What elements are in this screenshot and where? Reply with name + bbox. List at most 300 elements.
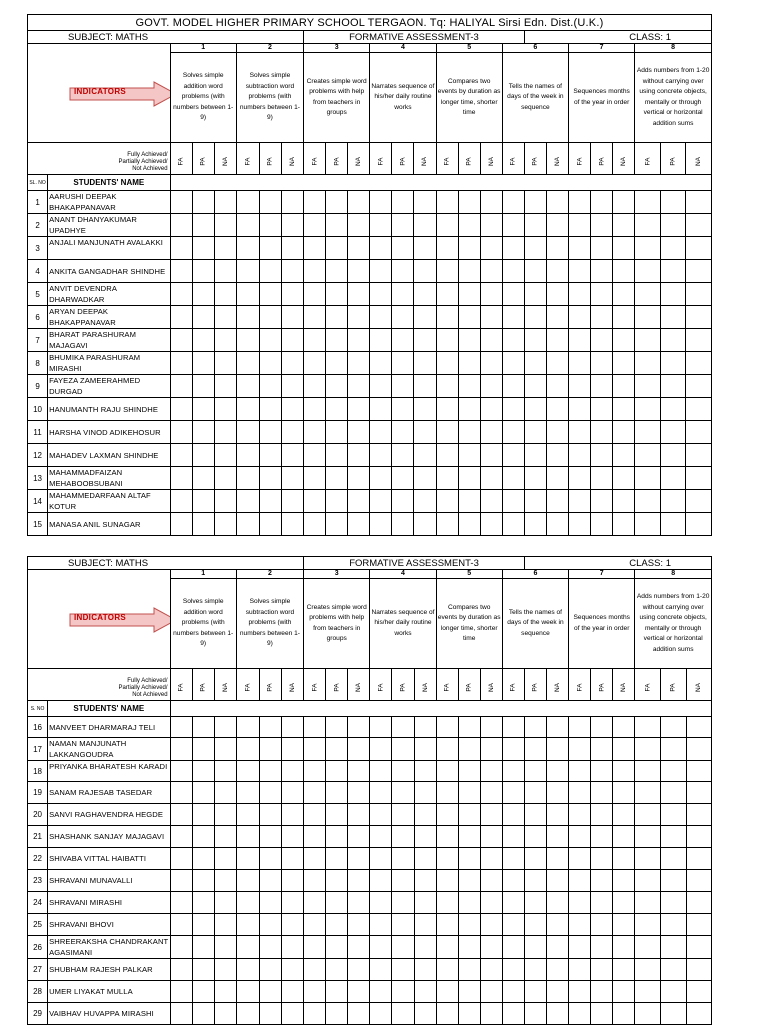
grade-cell[interactable] [546,490,568,513]
grade-cell[interactable] [480,214,502,237]
grade-cell[interactable] [458,329,480,352]
grade-cell[interactable] [661,467,686,490]
grade-cell[interactable] [547,870,569,892]
grade-cell[interactable] [192,936,214,959]
grade-cell[interactable] [480,914,502,936]
grade-cell[interactable] [326,761,348,782]
grade-cell[interactable] [214,870,236,892]
grade-cell[interactable] [591,352,613,375]
grade-cell[interactable] [414,329,436,352]
grade-cell[interactable] [170,306,192,329]
grade-cell[interactable] [546,214,568,237]
grade-cell[interactable] [661,490,686,513]
grade-cell[interactable] [502,513,524,536]
grade-cell[interactable] [236,467,259,490]
grade-cell[interactable] [214,421,236,444]
grade-cell[interactable] [547,826,569,848]
grade-cell[interactable] [436,444,458,467]
grade-cell[interactable] [214,375,236,398]
grade-cell[interactable] [236,214,259,237]
grade-cell[interactable] [546,467,568,490]
grade-cell[interactable] [392,717,414,738]
grade-cell[interactable] [591,892,613,914]
grade-cell[interactable] [569,761,591,782]
grade-cell[interactable] [591,826,613,848]
grade-cell[interactable] [236,329,259,352]
grade-cell[interactable] [480,761,502,782]
grade-cell[interactable] [436,892,458,914]
grade-cell[interactable] [458,826,480,848]
grade-cell[interactable] [348,260,370,283]
grade-cell[interactable] [192,375,214,398]
grade-cell[interactable] [281,981,303,1003]
grade-cell[interactable] [281,306,303,329]
grade-cell[interactable] [661,513,686,536]
grade-cell[interactable] [524,191,546,214]
grade-cell[interactable] [259,914,281,936]
grade-cell[interactable] [392,826,414,848]
grade-cell[interactable] [591,761,613,782]
grade-cell[interactable] [613,329,635,352]
grade-cell[interactable] [569,444,591,467]
grade-cell[interactable] [502,914,524,936]
grade-cell[interactable] [502,738,524,761]
grade-cell[interactable] [661,1003,686,1025]
grade-cell[interactable] [613,870,635,892]
grade-cell[interactable] [480,237,502,260]
grade-cell[interactable] [547,981,569,1003]
grade-cell[interactable] [686,421,712,444]
grade-cell[interactable] [661,782,686,804]
grade-cell[interactable] [569,936,591,959]
grade-cell[interactable] [414,761,436,782]
grade-cell[interactable] [414,826,436,848]
grade-cell[interactable] [458,260,480,283]
grade-cell[interactable] [304,398,326,421]
grade-cell[interactable] [686,490,712,513]
grade-cell[interactable] [547,936,569,959]
grade-cell[interactable] [686,914,711,936]
grade-cell[interactable] [480,329,502,352]
grade-cell[interactable] [370,352,392,375]
grade-cell[interactable] [458,959,480,981]
grade-cell[interactable] [214,782,236,804]
grade-cell[interactable] [370,761,392,782]
grade-cell[interactable] [281,444,303,467]
grade-cell[interactable] [686,892,711,914]
grade-cell[interactable] [236,826,259,848]
grade-cell[interactable] [304,959,326,981]
grade-cell[interactable] [436,959,458,981]
grade-cell[interactable] [281,826,303,848]
grade-cell[interactable] [524,804,546,826]
grade-cell[interactable] [502,959,524,981]
grade-cell[interactable] [480,848,502,870]
grade-cell[interactable] [348,717,370,738]
grade-cell[interactable] [686,191,712,214]
grade-cell[interactable] [458,513,480,536]
grade-cell[interactable] [414,804,436,826]
grade-cell[interactable] [635,936,661,959]
grade-cell[interactable] [591,914,613,936]
grade-cell[interactable] [635,804,661,826]
grade-cell[interactable] [502,398,524,421]
grade-cell[interactable] [546,329,568,352]
grade-cell[interactable] [591,237,613,260]
grade-cell[interactable] [281,375,303,398]
grade-cell[interactable] [613,398,635,421]
grade-cell[interactable] [635,826,661,848]
grade-cell[interactable] [326,870,348,892]
grade-cell[interactable] [547,804,569,826]
grade-cell[interactable] [613,283,635,306]
grade-cell[interactable] [458,981,480,1003]
grade-cell[interactable] [613,848,635,870]
grade-cell[interactable] [414,936,436,959]
grade-cell[interactable] [259,467,281,490]
grade-cell[interactable] [686,761,711,782]
grade-cell[interactable] [370,283,392,306]
grade-cell[interactable] [436,421,458,444]
grade-cell[interactable] [661,848,686,870]
grade-cell[interactable] [524,914,546,936]
grade-cell[interactable] [304,306,326,329]
grade-cell[interactable] [502,306,524,329]
grade-cell[interactable] [661,804,686,826]
grade-cell[interactable] [591,1003,613,1025]
grade-cell[interactable] [304,513,326,536]
grade-cell[interactable] [436,214,458,237]
grade-cell[interactable] [236,782,259,804]
grade-cell[interactable] [524,1003,546,1025]
grade-cell[interactable] [613,237,635,260]
grade-cell[interactable] [458,467,480,490]
grade-cell[interactable] [635,959,661,981]
grade-cell[interactable] [214,214,236,237]
grade-cell[interactable] [192,892,214,914]
grade-cell[interactable] [502,981,524,1003]
grade-cell[interactable] [348,306,370,329]
grade-cell[interactable] [304,283,326,306]
grade-cell[interactable] [236,260,259,283]
grade-cell[interactable] [547,914,569,936]
grade-cell[interactable] [661,981,686,1003]
grade-cell[interactable] [192,761,214,782]
grade-cell[interactable] [259,214,281,237]
grade-cell[interactable] [591,848,613,870]
grade-cell[interactable] [613,914,635,936]
grade-cell[interactable] [436,804,458,826]
grade-cell[interactable] [686,1003,711,1025]
grade-cell[interactable] [304,761,326,782]
grade-cell[interactable] [281,914,303,936]
grade-cell[interactable] [569,214,591,237]
grade-cell[interactable] [480,892,502,914]
grade-cell[interactable] [524,981,546,1003]
grade-cell[interactable] [348,191,370,214]
grade-cell[interactable] [392,761,414,782]
grade-cell[interactable] [613,191,635,214]
grade-cell[interactable] [370,936,392,959]
grade-cell[interactable] [214,283,236,306]
grade-cell[interactable] [502,892,524,914]
grade-cell[interactable] [458,782,480,804]
grade-cell[interactable] [392,914,414,936]
grade-cell[interactable] [348,870,370,892]
grade-cell[interactable] [326,260,348,283]
grade-cell[interactable] [458,214,480,237]
grade-cell[interactable] [170,761,192,782]
grade-cell[interactable] [635,981,661,1003]
grade-cell[interactable] [686,717,711,738]
grade-cell[interactable] [259,826,281,848]
grade-cell[interactable] [502,848,524,870]
grade-cell[interactable] [170,283,192,306]
grade-cell[interactable] [170,782,192,804]
grade-cell[interactable] [259,892,281,914]
grade-cell[interactable] [236,892,259,914]
grade-cell[interactable] [458,421,480,444]
grade-cell[interactable] [348,782,370,804]
grade-cell[interactable] [170,329,192,352]
grade-cell[interactable] [392,260,414,283]
grade-cell[interactable] [524,782,546,804]
grade-cell[interactable] [170,191,192,214]
grade-cell[interactable] [414,237,436,260]
grade-cell[interactable] [304,490,326,513]
grade-cell[interactable] [524,329,546,352]
grade-cell[interactable] [686,467,712,490]
grade-cell[interactable] [304,375,326,398]
grade-cell[interactable] [348,1003,370,1025]
grade-cell[interactable] [661,283,686,306]
grade-cell[interactable] [214,738,236,761]
grade-cell[interactable] [326,892,348,914]
grade-cell[interactable] [480,738,502,761]
grade-cell[interactable] [414,375,436,398]
grade-cell[interactable] [192,306,214,329]
grade-cell[interactable] [569,352,591,375]
grade-cell[interactable] [170,892,192,914]
grade-cell[interactable] [370,959,392,981]
grade-cell[interactable] [414,467,436,490]
grade-cell[interactable] [661,826,686,848]
grade-cell[interactable] [259,738,281,761]
grade-cell[interactable] [392,398,414,421]
grade-cell[interactable] [214,717,236,738]
grade-cell[interactable] [170,826,192,848]
grade-cell[interactable] [304,738,326,761]
grade-cell[interactable] [370,444,392,467]
grade-cell[interactable] [192,848,214,870]
grade-cell[interactable] [192,826,214,848]
grade-cell[interactable] [458,914,480,936]
grade-cell[interactable] [480,191,502,214]
grade-cell[interactable] [370,490,392,513]
grade-cell[interactable] [547,892,569,914]
grade-cell[interactable] [458,283,480,306]
grade-cell[interactable] [458,444,480,467]
grade-cell[interactable] [591,936,613,959]
grade-cell[interactable] [480,1003,502,1025]
grade-cell[interactable] [304,191,326,214]
grade-cell[interactable] [458,306,480,329]
grade-cell[interactable] [192,191,214,214]
grade-cell[interactable] [524,214,546,237]
grade-cell[interactable] [635,1003,661,1025]
grade-cell[interactable] [236,981,259,1003]
grade-cell[interactable] [436,1003,458,1025]
grade-cell[interactable] [259,237,281,260]
grade-cell[interactable] [635,761,661,782]
grade-cell[interactable] [326,306,348,329]
grade-cell[interactable] [686,237,712,260]
grade-cell[interactable] [436,260,458,283]
grade-cell[interactable] [569,237,591,260]
grade-cell[interactable] [370,237,392,260]
grade-cell[interactable] [170,513,192,536]
grade-cell[interactable] [414,421,436,444]
grade-cell[interactable] [480,936,502,959]
grade-cell[interactable] [259,375,281,398]
grade-cell[interactable] [192,352,214,375]
grade-cell[interactable] [259,421,281,444]
grade-cell[interactable] [480,490,502,513]
grade-cell[interactable] [502,761,524,782]
grade-cell[interactable] [524,283,546,306]
grade-cell[interactable] [414,306,436,329]
grade-cell[interactable] [326,237,348,260]
grade-cell[interactable] [348,513,370,536]
grade-cell[interactable] [414,260,436,283]
grade-cell[interactable] [370,421,392,444]
grade-cell[interactable] [524,959,546,981]
grade-cell[interactable] [326,738,348,761]
grade-cell[interactable] [686,782,711,804]
grade-cell[interactable] [613,260,635,283]
grade-cell[interactable] [281,421,303,444]
grade-cell[interactable] [259,717,281,738]
grade-cell[interactable] [192,782,214,804]
grade-cell[interactable] [259,804,281,826]
grade-cell[interactable] [591,283,613,306]
grade-cell[interactable] [502,260,524,283]
grade-cell[interactable] [326,1003,348,1025]
grade-cell[interactable] [281,513,303,536]
grade-cell[interactable] [547,782,569,804]
grade-cell[interactable] [613,306,635,329]
grade-cell[interactable] [547,1003,569,1025]
grade-cell[interactable] [392,782,414,804]
grade-cell[interactable] [281,283,303,306]
grade-cell[interactable] [392,421,414,444]
grade-cell[interactable] [236,237,259,260]
grade-cell[interactable] [569,467,591,490]
grade-cell[interactable] [214,1003,236,1025]
grade-cell[interactable] [370,782,392,804]
grade-cell[interactable] [326,717,348,738]
grade-cell[interactable] [613,467,635,490]
grade-cell[interactable] [414,848,436,870]
grade-cell[interactable] [635,398,661,421]
grade-cell[interactable] [661,761,686,782]
grade-cell[interactable] [661,306,686,329]
grade-cell[interactable] [686,848,711,870]
grade-cell[interactable] [569,191,591,214]
grade-cell[interactable] [547,738,569,761]
grade-cell[interactable] [524,826,546,848]
grade-cell[interactable] [326,398,348,421]
grade-cell[interactable] [392,329,414,352]
grade-cell[interactable] [326,826,348,848]
grade-cell[interactable] [661,191,686,214]
grade-cell[interactable] [524,513,546,536]
grade-cell[interactable] [414,398,436,421]
grade-cell[interactable] [281,959,303,981]
grade-cell[interactable] [348,981,370,1003]
grade-cell[interactable] [524,761,546,782]
grade-cell[interactable] [326,981,348,1003]
grade-cell[interactable] [661,870,686,892]
grade-cell[interactable] [591,191,613,214]
grade-cell[interactable] [214,981,236,1003]
grade-cell[interactable] [591,804,613,826]
grade-cell[interactable] [635,848,661,870]
grade-cell[interactable] [436,467,458,490]
grade-cell[interactable] [392,191,414,214]
grade-cell[interactable] [635,283,661,306]
grade-cell[interactable] [458,761,480,782]
grade-cell[interactable] [304,352,326,375]
grade-cell[interactable] [480,959,502,981]
grade-cell[interactable] [686,981,711,1003]
grade-cell[interactable] [259,513,281,536]
grade-cell[interactable] [436,306,458,329]
grade-cell[interactable] [480,804,502,826]
grade-cell[interactable] [392,738,414,761]
grade-cell[interactable] [635,237,661,260]
grade-cell[interactable] [192,237,214,260]
grade-cell[interactable] [458,738,480,761]
grade-cell[interactable] [480,513,502,536]
grade-cell[interactable] [281,848,303,870]
grade-cell[interactable] [259,848,281,870]
grade-cell[interactable] [591,870,613,892]
grade-cell[interactable] [192,490,214,513]
grade-cell[interactable] [547,848,569,870]
grade-cell[interactable] [281,237,303,260]
grade-cell[interactable] [569,914,591,936]
grade-cell[interactable] [414,191,436,214]
grade-cell[interactable] [236,936,259,959]
grade-cell[interactable] [214,804,236,826]
grade-cell[interactable] [214,959,236,981]
grade-cell[interactable] [613,717,635,738]
grade-cell[interactable] [436,237,458,260]
grade-cell[interactable] [546,191,568,214]
grade-cell[interactable] [392,306,414,329]
grade-cell[interactable] [436,717,458,738]
grade-cell[interactable] [458,1003,480,1025]
grade-cell[interactable] [546,421,568,444]
grade-cell[interactable] [613,981,635,1003]
grade-cell[interactable] [170,375,192,398]
grade-cell[interactable] [458,892,480,914]
grade-cell[interactable] [170,352,192,375]
grade-cell[interactable] [414,892,436,914]
grade-cell[interactable] [348,761,370,782]
grade-cell[interactable] [392,283,414,306]
